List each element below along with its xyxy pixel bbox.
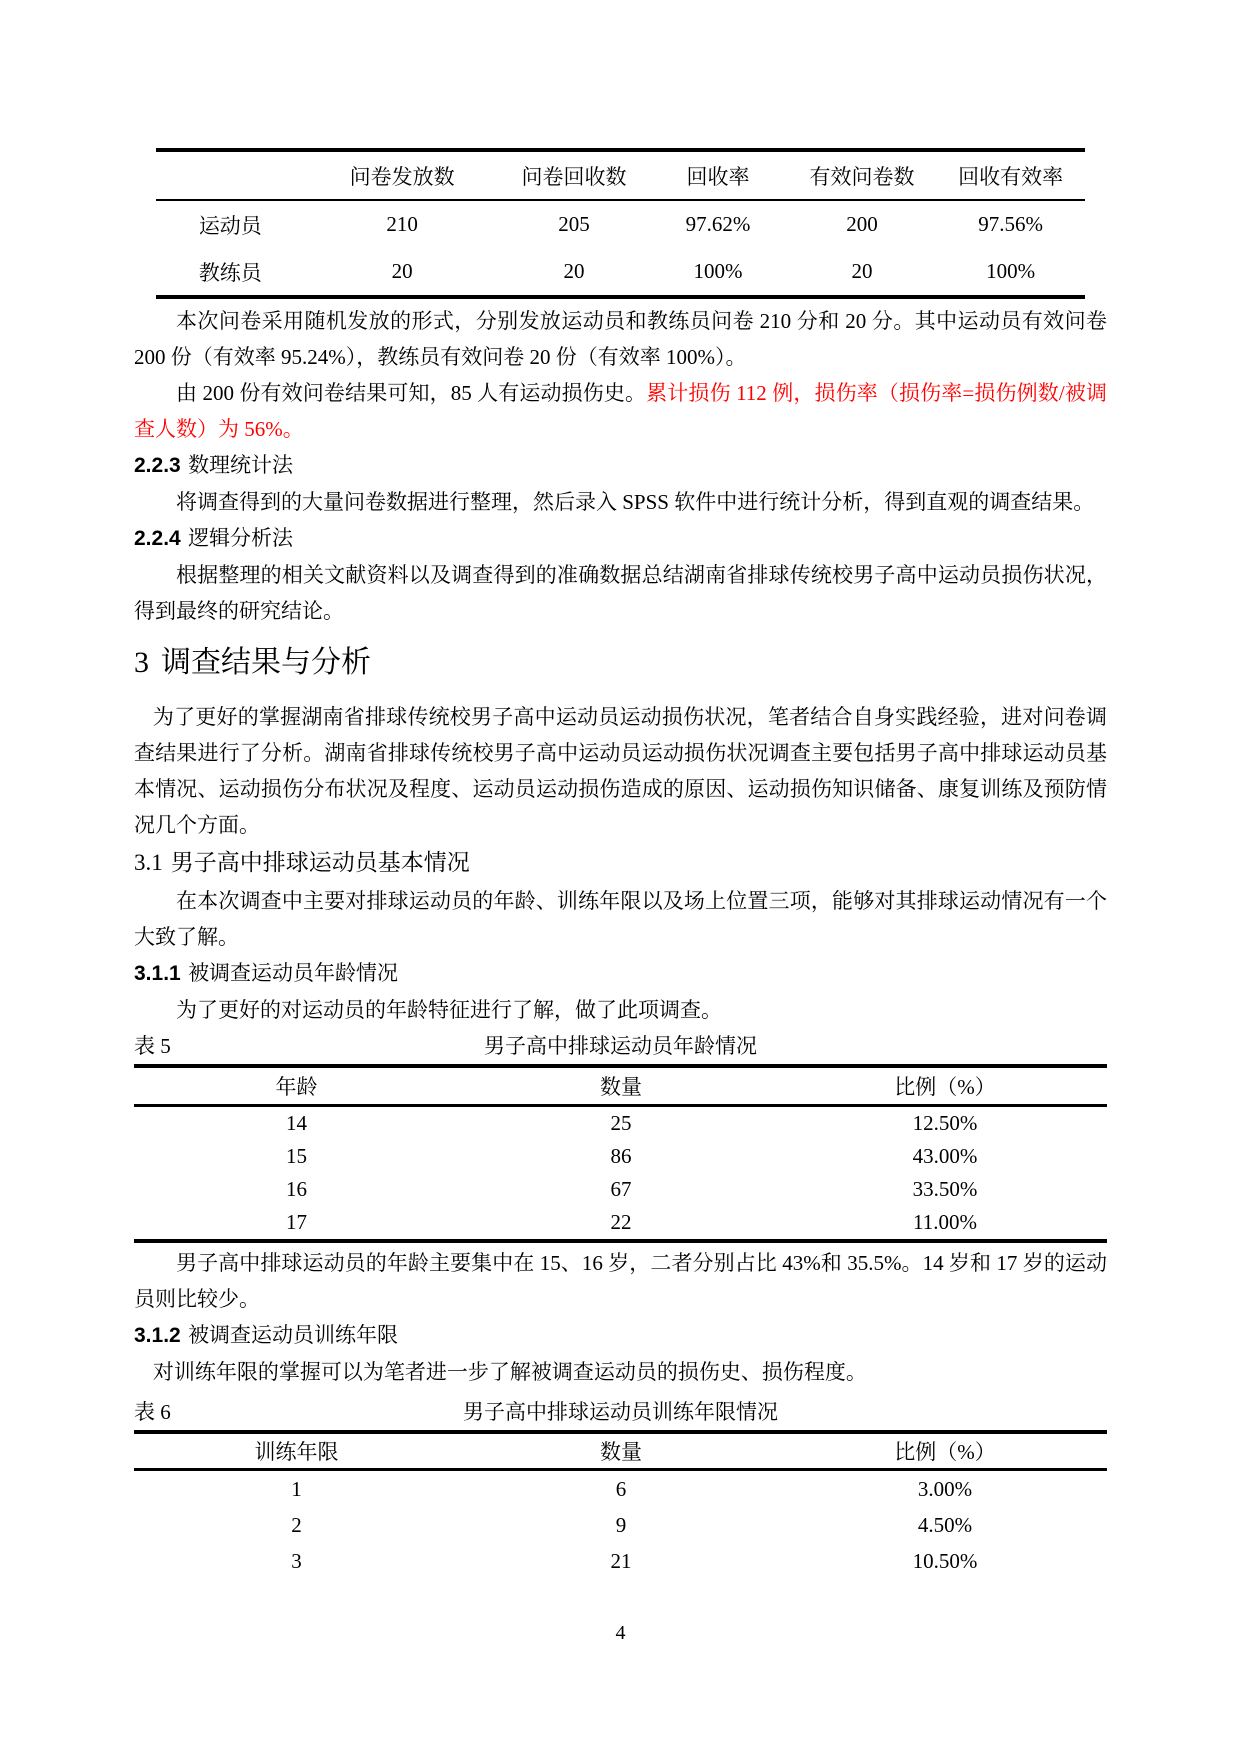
table-row [134,1507,1107,1543]
table-cell: 25 [610,1111,632,1135]
paragraph-distribution: 本次问卷采用随机发放的形式，分别发放运动员和教练员问卷 210 分和 20 分。其中运动员有效问卷 200 份（有效率 95.24%），教练员有效问卷 20 份（有效率 100%）。 [134,309,1107,369]
paragraph-age-intro: 为了更好的对运动员的年龄特征进行了解，做了此项调查。 [176,998,722,1022]
table-row [134,1106,1107,1141]
paragraph-logic-method: 根据整理的相关文献资料以及调查得到的准确数据总结湖南省排球传统校男子高中运动员损伤状况，得到最终的研究结论。 [134,563,1107,623]
heading-number: 3 [134,646,149,679]
survey-table-header-cell: 回收率 [648,150,787,200]
heading-3-1-2 [134,1317,1107,1354]
heading-text: 被调查运动员年龄情况 [188,961,399,985]
page-number: 4 [615,1622,626,1644]
table-row [134,1173,1107,1206]
table-label: 表 6 [134,1400,171,1424]
training-table [134,1430,1107,1579]
table-cell: 20 [391,259,413,283]
age-table-header-cell: 年龄 [134,1066,459,1106]
survey-table [156,148,1085,299]
table-cell: 15 [285,1144,307,1168]
paragraph-basic-info-intro: 在本次调查中主要对排球运动员的年龄、训练年限以及场上位置三项，能够对其排球运动情况有一个大致了解。 [134,889,1107,949]
table-cell: 17 [285,1210,307,1234]
table-label: 表 5 [134,1034,171,1058]
table-cell: 205 [558,212,590,236]
heading-number: 2.2.4 [134,527,181,550]
heading-2-2-4 [134,520,1107,557]
table-row [156,248,1085,297]
age-table-header-cell: 比例（%） [783,1066,1107,1106]
table-cell: 97.62% [685,212,751,236]
survey-table-header-cell [156,150,305,200]
training-table-header-cell: 训练年限 [134,1432,459,1470]
survey-table-header-cell: 回收有效率 [936,150,1085,200]
injury-text-red-highlight: 累计损伤 112 例，损伤率（损伤率=损伤例数/被调查人数）为 56%。 [134,381,1107,441]
table-row [134,1543,1107,1579]
table-cell: 21 [610,1548,632,1573]
heading-3-1 [134,843,1107,883]
table-cell: 11.00% [913,1210,977,1234]
survey-table-header-cell: 问卷回收数 [500,150,649,200]
training-table-header-cell: 比例（%） [783,1432,1107,1470]
heading-number: 3.1.1 [134,962,181,985]
training-table-header-row [134,1432,1107,1470]
heading-3-1-1 [134,955,1107,992]
survey-table-header-cell: 有效问卷数 [788,150,937,200]
injury-text-black: 由 200 份有效问卷结果可知，85 人有运动损伤史。 [176,381,647,405]
paragraph-stats-method: 将调查得到的大量问卷数据进行整理，然后录入 SPSS 软件中进行统计分析，得到直观的调查结果。 [176,490,1095,514]
heading-text: 男子高中排球运动员基本情况 [170,850,470,875]
paragraph-chapter3-intro: 为了更好的掌握湖南省排球传统校男子高中运动员运动损伤状况，笔者结合自身实践经验，进对问卷调查结果进行了分析。湖南省排球传统校男子高中运动员运动损伤状况调查主要包括男子高中排球运动员基本情况、运动损伤分布状况及程度、运动员运动损伤造成的原因、运动损伤知识储备、康复训练及预防情况几个方面。 [134,705,1107,837]
table-title: 男子高中排球运动员训练年限情况 [463,1400,778,1424]
table-cell: 16 [285,1177,307,1201]
training-table-header-cell: 数量 [459,1432,783,1470]
table-cell: 210 [386,212,418,236]
table-cell: 12.50% [912,1111,978,1135]
heading-number: 3.1 [134,850,163,875]
age-table [134,1064,1107,1243]
paragraph-injury-summary [134,375,1107,447]
age-table-caption [134,1028,1107,1064]
survey-table-header-row [156,150,1085,200]
heading-text: 被调查运动员训练年限 [188,1323,399,1347]
table-row [134,1470,1107,1508]
heading-number: 2.2.3 [134,454,181,477]
age-table-header-row [134,1066,1107,1106]
heading-text: 调查结果与分析 [161,646,371,679]
table-cell: 67 [610,1177,632,1201]
table-row [134,1140,1107,1173]
table-cell: 20 [563,259,585,283]
table-cell: 100% [986,259,1036,283]
table-cell: 33.50% [912,1177,978,1201]
table-cell: 100% [693,259,743,283]
paragraph-age-analysis: 男子高中排球运动员的年龄主要集中在 15、16 岁，二者分别占比 43%和 35.5%。14 岁和 17 岁的运动员则比较少。 [134,1251,1107,1311]
paragraph-training-intro: 对训练年限的掌握可以为笔者进一步了解被调查运动员的损伤史、损伤程度。 [152,1360,867,1384]
table-cell: 1 [291,1476,302,1501]
table-row [156,200,1085,248]
training-table-caption [134,1394,1107,1430]
table-cell: 10.50% [912,1548,978,1573]
heading-chapter-3 [134,637,1107,689]
table-cell: 86 [610,1144,632,1168]
table-cell: 3.00% [917,1476,973,1501]
heading-text: 逻辑分析法 [188,526,294,550]
table-cell: 200 [846,212,878,236]
table-cell: 20 [851,259,873,283]
table-cell: 2 [291,1512,302,1537]
table-cell: 22 [610,1210,632,1234]
table-cell: 4.50% [917,1512,973,1537]
table-cell: 97.56% [978,212,1044,236]
heading-number: 3.1.2 [134,1324,181,1347]
heading-2-2-3 [134,447,1107,484]
table-cell: 43.00% [912,1144,978,1168]
table-row [134,1206,1107,1241]
table-cell: 教练员 [198,260,262,285]
table-cell: 3 [291,1548,302,1573]
table-cell: 9 [615,1512,627,1537]
table-cell: 6 [615,1476,627,1501]
heading-text: 数理统计法 [188,453,294,477]
table-cell: 14 [285,1111,307,1135]
survey-table-header-cell: 问卷发放数 [305,150,500,200]
table-cell: 运动员 [198,213,262,238]
age-table-header-cell: 数量 [459,1066,783,1106]
table-title: 男子高中排球运动员年龄情况 [484,1034,757,1058]
